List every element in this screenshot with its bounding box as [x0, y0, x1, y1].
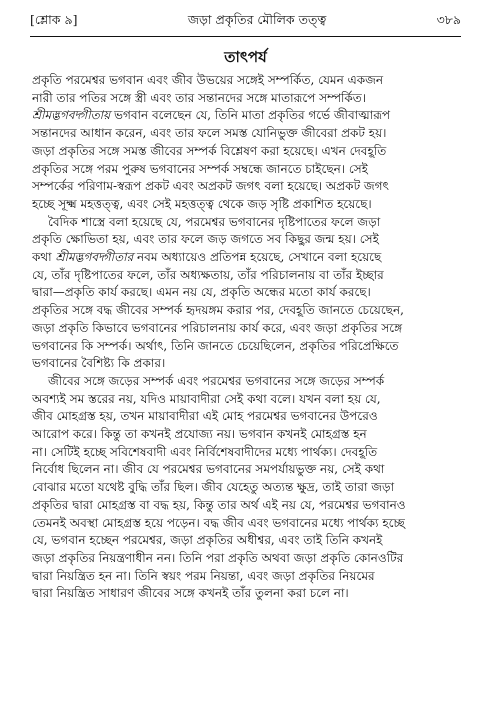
text-line: জড়া প্রকৃতি কিভাবে ভগবানের পরিচালনায় কার্য করে, এবং জড়া প্রকৃতির সঙ্গে — [32, 320, 403, 335]
text-line: ভগবানের কি সম্পর্ক। অর্থাৎ, তিনি জানতে চেয়েছিলেন, প্রকৃতির পরিপ্রেক্ষিতে — [32, 338, 399, 353]
text-line: ভগবানের বৈশিষ্ট্য কি প্রকার। — [32, 356, 166, 371]
text-line: দ্বারা—প্রকৃতি কার্য করছে। এমন নয় যে, প্রকৃতি অন্ধের মতো কার্য করছে। — [32, 285, 371, 300]
scripture-title: শ্রীমদ্ভগবদ্গীতার — [55, 250, 134, 265]
purport-body — [32, 72, 461, 603]
text-line: যে, তাঁর দৃষ্টিপাতের ফলে, তাঁর অধ্যক্ষতায়, তাঁর পরিচালনায় বা তাঁর ইচ্ছার — [32, 267, 384, 282]
text-line: না। সেটিই হচ্ছে সবিশেষবাদী এবং নির্বিশেষবাদীদের মধ্যে পার্থক্য। দেবহূতি — [32, 444, 378, 459]
text-line: দ্বারা নিয়ন্ত্রিত হন না। তিনি স্বয়ং পরম নিয়ন্তা, এবং জড়া প্রকৃতির নিয়মের — [32, 568, 375, 583]
paragraph-2 — [32, 214, 461, 373]
text-line: হচ্ছে সূক্ষ্ম মহত্তত্ত্ব, এবং সেই মহত্তত্ত্ব থেকে জড় সৃষ্টি প্রকাশিত হয়েছে। — [32, 196, 372, 211]
text-run: কথা — [32, 250, 56, 265]
paragraph-1 — [32, 72, 461, 214]
header-rule — [30, 36, 461, 37]
text-line — [32, 107, 461, 125]
paragraph-3 — [32, 373, 461, 603]
running-header — [30, 12, 461, 34]
text-line: যে, ভগবান হচ্ছেন পরমেশ্বর, জড়া প্রকৃতির অধীশ্বর, এবং তাই তিনি কখনই — [32, 533, 383, 548]
text-line: প্রকৃতি ক্ষোভিতা হয়, এবং তার ফলে জড় জগতে সব কিছুর জন্ম হয়। সেই — [32, 232, 379, 247]
text-line — [32, 249, 461, 267]
text-line: আরোপ করে। কিন্তু তা কখনই প্রযোজ্য নয়। ভগবান কখনই মোহগ্রস্ত হন — [32, 427, 367, 442]
text-line: অবশ্যই সম স্তরের নয়, যদিও মায়াবাদীরা সেই কথা বলে। যখন বলা হয় যে, — [32, 391, 381, 406]
section-title: তাৎপর্য — [224, 48, 267, 66]
text-run: ভগবান বলেছেন যে, তিনি মাতা প্রকৃতির গর্ভে জীবাত্মারূপ — [110, 108, 391, 123]
text-line: প্রকৃতি পরমেশ্বর ভগবান এবং জীব উভয়ের সঙ্গেই সম্পর্কিত, যেমন একজন — [32, 73, 383, 87]
text-run: নবম অধ্যায়েও প্রতিপন্ন হয়েছে, সেখানে বলা হয়েছে — [133, 250, 382, 265]
text-line: সম্পর্কের পরিণাম-স্বরূপ প্রকট এবং অপ্রকট জগৎ বলা হয়েছে। অপ্রকট জগৎ — [32, 179, 389, 194]
text-line: প্রকৃতির সঙ্গে পরম পুরুষ ভগবানের সম্পর্ক সম্বন্ধে জানতে চাইছেন। সেই — [32, 161, 368, 176]
text-line: জীব মোহগ্রস্ত হয়, তখন মায়াবাদীরা এই মোহ পরমেশ্বর ভগবানের উপরেও — [32, 409, 378, 424]
text-line: নির্বোধ ছিলেন না। জীব যে পরমেশ্বর ভগবানের সমপর্যায়ভুক্ত নয়, সেই কথা — [32, 462, 385, 477]
text-line: নারী তার পতির সঙ্গে স্ত্রী এবং তার সন্তানদের সঙ্গে মাতারূপে সম্পর্কিত। — [32, 90, 367, 105]
text-line: প্রকৃতির দ্বারা মোহগ্রস্ত বা বদ্ধ হয়, কিন্তু তার অর্থ এই নয় যে, পরমেশ্বর ভগবানও — [32, 497, 406, 512]
scripture-title: শ্রীমদ্ভগবদ্গীতায় — [32, 108, 111, 123]
text-line: বৈদিক শাস্ত্রে বলা হয়েছে যে, পরমেশ্বর ভগবানের দৃষ্টিপাতের ফলে জড়া — [48, 214, 381, 229]
chapter-title: জড়া প্রকৃতির মৌলিক তত্ত্ব — [187, 12, 327, 27]
text-line: জড়া প্রকৃতির নিয়ন্ত্রণাধীন নন। তিনি পরা প্রকৃতি অথবা জড়া প্রকৃতি কোনওটির — [32, 550, 404, 565]
page-number: ৩৮৯ — [436, 12, 461, 27]
text-line: সন্তানদের আধান করেন, এবং তার ফলে সমস্ত যোনিভুক্ত জীবেরা প্রকট হয়। — [32, 126, 387, 141]
verse-reference: [শ্লোক ৯] — [30, 12, 78, 27]
text-line: তেমনই অবস্থা মোহগ্রস্ত হয়ে পড়েন। বদ্ধ জীব এবং ভগবানের মধ্যে পার্থক্য হচ্ছে — [32, 515, 405, 530]
text-line: দ্বারা নিয়ন্ত্রিত সাধারণ জীবের সঙ্গে কখনই তাঁর তুলনা করা চলে না। — [32, 586, 349, 601]
text-line: প্রকৃতির সঙ্গে বদ্ধ জীবের সম্পর্ক হৃদয়ঙ্গম করার পর, দেবহূতি জানতে চেয়েছেন, — [32, 303, 404, 318]
text-line: জীবের সঙ্গে জড়ের সম্পর্ক এবং পরমেশ্বর ভগবানের সঙ্গে জড়ের সম্পর্ক — [48, 373, 385, 388]
text-line: বোঝার মতো যথেষ্ট বুদ্ধি তাঁর ছিল। জীব যেহেতু অত্যন্ত ক্ষুদ্র, তাই তারা জড়া — [32, 480, 395, 495]
text-line: জড়া প্রকৃতির সঙ্গে সমস্ত জীবের সম্পর্ক বিশ্লেষণ করা হয়েছে। এখন দেবহূতি — [32, 143, 387, 158]
